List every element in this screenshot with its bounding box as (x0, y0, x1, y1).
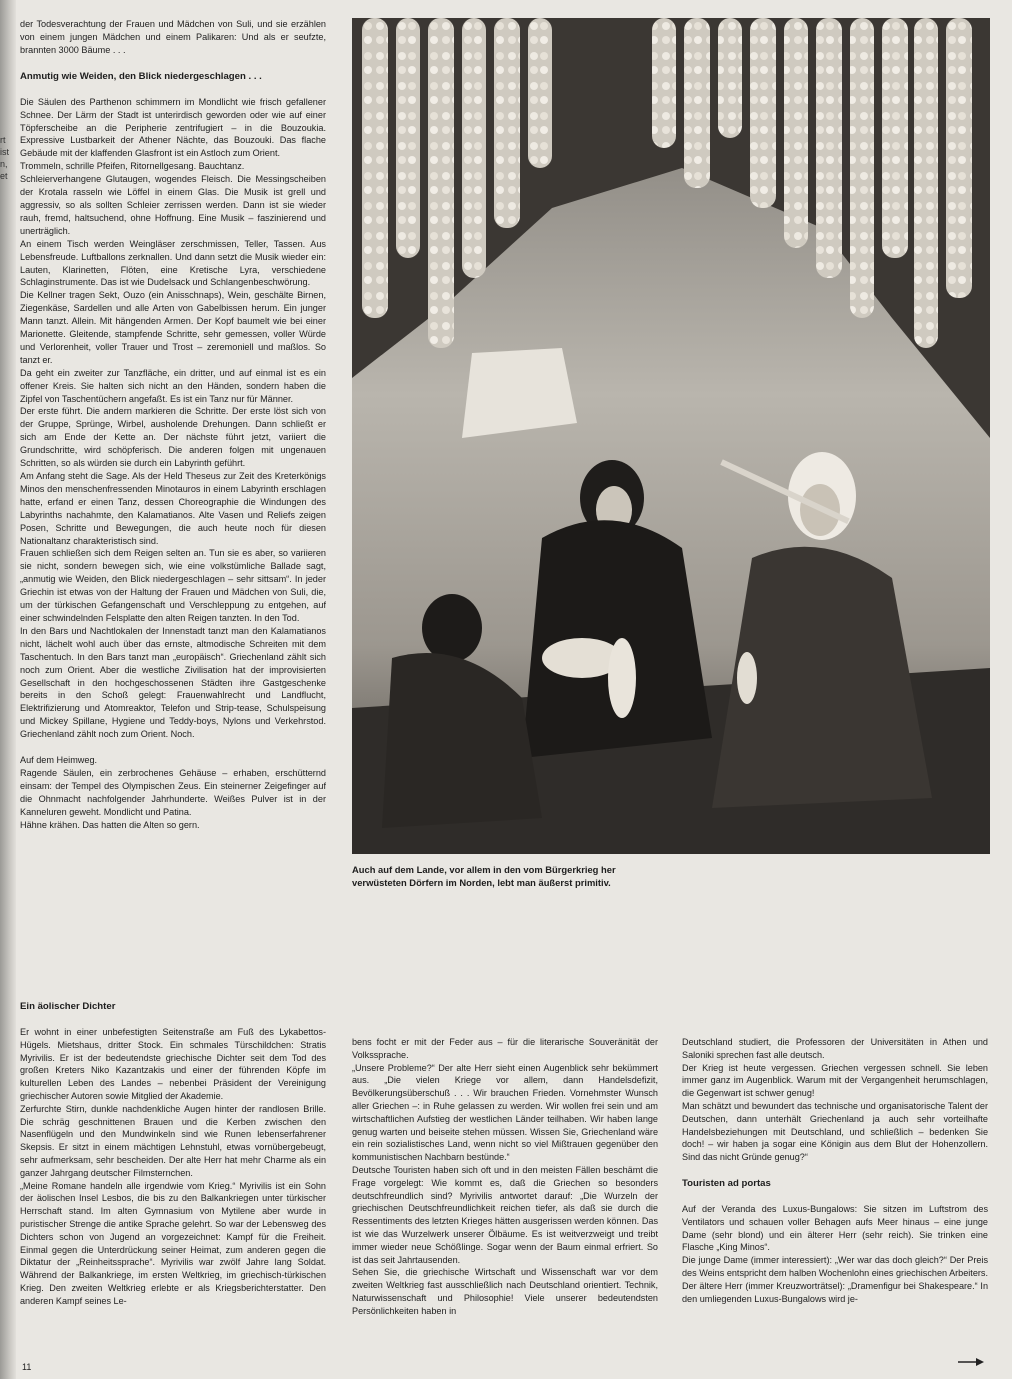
body-paragraph: Trommeln, schrille Pfeifen, Ritornellgesang. Bauchtanz. (20, 161, 245, 172)
body-paragraph: Da geht ein zweiter zur Tanzfläche, ein dritter, und auf einmal ist es ein offener Kreis. Sie halten sich nicht an den Händen, sondern haben die Zipfel von Taschentüchern angefaßt. Es ist ein Tanz nur für Männer. (20, 367, 326, 404)
body-paragraph: Deutschland studiert, die Professoren der Universitäten in Athen und Saloniki sprechen fast alle deutsch. (682, 1037, 988, 1060)
body-paragraph: „Meine Romane handeln alle irgendwie vom Krieg.“ Myrivilis ist ein Sohn der äolischen Insel Lesbos, die bis zu den Balkankriegen unter türkischer Herrschaft stand. Im alten Gymnasium von Mytilene aber wurde in puristischer Strenge die antike Sprache gelehrt. So war der Lebensweg des Dichters schon von Jugend an vorgezeichnet: Kampf für die Freiheit. Einmal gegen die Unterdrückung seiner Heimat, zum anderen gegen die Diktatur der „Reinheitssprache“. Myrivilis war zwölf Jahre lang Soldat. Während der Balkankriege, im ersten Weltkrieg, im griechisch-türkischen Krieg. Den zweiten Weltkrieg erlebte er als Kriegsberichterstatter. Den anderen Kampf seines Le- (20, 1180, 326, 1306)
continue-arrow-icon (958, 1357, 984, 1367)
edge-fragment: n, (0, 159, 8, 169)
paragraph-gap (20, 57, 326, 70)
left-text-column (20, 18, 326, 993)
section-heading: Ein äolischer Dichter (20, 1001, 116, 1012)
body-paragraph: Der Krieg ist heute vergessen. Griechen vergessen schnell. Sie leben immer ganz im Augenblick. Warum mit der Vergangenheit herumschlagen, die Gegenwart ist schwer genug! (682, 1062, 988, 1099)
body-paragraph: Am Anfang steht die Sage. Als der Held Theseus zur Zeit des Kreterkönigs Minos den menschenfressenden Minotauros in einem Labyrinth erschlagen hatte, erfand er einen Tanz, dessen Choreographie die Windungen des Labyrinths nachahmte, den Kalamatianos. Alte Vasen und Reliefs zeigen Posen, Schritte und Bewegungen, die auch heute noch für diesen Nationaltanz charakteristisch sind. (20, 471, 326, 546)
body-paragraph: Hähne krähen. Das hatten die Alten so gern. (20, 819, 200, 830)
body-paragraph: Er wohnt in einer unbefestigten Seitenstraße am Fuß des Lykabettos-Hügels. Mietshaus, dritter Stock. Ein schmales Türschildchen: Stratis Myrivilis. Er ist der bedeutendste griechische Dichter seit dem Tod des großen Kreters Niko Kazantzakis und einer der führenden Köpfe im kulturellen Leben des Landes – nebenbei Präsident der Vereinigung griechischer Autoren sowie Mitglied der Akademie. (20, 1027, 326, 1101)
bottom-column-3 (682, 1036, 988, 1366)
body-paragraph: Man schätzt und bewundert das technische und organisatorische Talent der Deutschen, dann unterhält Griechenland ja auch sehr vorteilhafte Handelsbeziehungen mit Deutschland, und schließlich – bedenken Sie doch! – wir haben ja sogar eine Königin aus dem Blut der Hohenzollern. Sind das nicht Gründe genug?“ (682, 1100, 988, 1163)
body-paragraph: Die junge Dame (immer interessiert): „Wer war das doch gleich?“ Der Preis des Weins entspricht dem halben Wochenlohn eines griechischen Arbeiters. (682, 1255, 988, 1278)
paragraph-gap (20, 741, 326, 754)
body-paragraph: Auf dem Heimweg. (20, 755, 98, 766)
body-paragraph: An einem Tisch werden Weingläser zerschmissen, Teller, Tassen. Aus Lebensfreude. Luftballons zerknallen. Und dann setzt die Musik wieder ein: Lauten, Klarinetten, Flöten, eine Kretische Lyra, verschiedene Schlaginstrumente. Das ist wie Dudelsack und Schlangenbeschwörung. (20, 238, 326, 288)
body-paragraph: bens focht er mit der Feder aus – für die literarische Souveränität der Volkssprache. (352, 1037, 658, 1060)
bottom-column-2 (352, 1036, 658, 1356)
body-paragraph: Die Säulen des Parthenon schimmern im Mondlicht wie frisch gefallener Schnee. Der Lärm der Stadt ist unterirdisch geworden oder wie auf einer Töpferscheibe an die Peripherie zentrifugiert – in die Bouzoukia. Expressive Lustbarkeit der Athener Nächte, das Bouzouki. Das flache Gebäude mit der klaffenden Glasfront ist ein Astloch zum Orient. (20, 96, 326, 159)
photograph-icon (352, 18, 990, 854)
body-paragraph: der Todesverachtung der Frauen und Mädchen von Suli, und sie erzählen von einem jungen Mädchen und einem Palikaren: Und als er seufzte, brannten 3000 Bäume . . . (20, 19, 326, 55)
body-paragraph: Deutsche Touristen haben sich oft und in den meisten Fällen beschämt die Frage vorgelegt: Wie kommt es, daß die Griechen so besonders deutschfreundlich sind? Myrivilis antwortet darauf: „Die Wurzeln der griechischen Deutschfreundlichkeit reichen tiefer, als daß sie durch die Ressentiments des letzten Krieges hätten ausgerissen werden können. Das ist wie das Wurzelwerk unserer Ölbäume. Es ist weitverzweigt und treibt immer wieder neue Schößlinge. Sogar wenn der Baum einmal erfriert. So ist das seit Jahrtausenden. (352, 1164, 658, 1265)
page-gutter-edge (0, 0, 16, 1379)
page-number: 11 (22, 1362, 32, 1372)
body-paragraph: Frauen schließen sich dem Reigen selten an. Tun sie es aber, so variieren sie nicht, sondern bewegen sich, wie eine volkstümliche Ballade sagt, „anmutig wie Weiden, den Blick niedergeschlagen – sehr sittsam“. In jeder Griechin ist etwas von der Haltung der Frauen und Mädchen von Suli, die, um der türkischen Gefangenschaft und Verschleppung zu entgehen, auf einer schwindelnden Felsplatte den alten Reigen tanzten. In den Tod. (20, 548, 326, 623)
body-paragraph: Zerfurchte Stirn, dunkle nachdenkliche Augen hinter der randlosen Brille. Die schräg geschnittenen Brauen und die Kerben zwischen den Nasenflügeln und den Mundwinkeln sind wie Runen lebenserfahrener Skepsis. Er sitzt in einem mächtigen Lehnstuhl, etwas vornübergebeugt, sehr aufmerksam, sehr bescheiden. Der alte Herr hat mehr Charme als ein ganzer Jahrgang deutscher Filmsternchen. (20, 1103, 326, 1178)
photo-caption: Auch auf dem Lande, vor allem in den vom Bürgerkrieg her verwüsteten Dörfern im Norden, lebt man äußerst primitiv. (352, 864, 616, 888)
body-paragraph: Die Kellner tragen Sekt, Ouzo (ein Anisschnaps), Wein, geschälte Birnen, Ziegenkäse, Sardellen und alle Arten von Gabelbissen herum. Ein junger Mann tanzt. Allein. Mit hängenden Armen. Der Kopf baumelt wie bei einer Marionette. Gleitende, stampfende Schritte, sehr gemessen, voller Würde und Verlorenheit, voller Trauer und Trost – zeremoniell und maßlos. So tanzt er. (20, 290, 326, 365)
edge-fragment: et (0, 171, 8, 181)
body-paragraph: Der erste führt. Die andern markieren die Schritte. Der erste löst sich von der Gruppe, Sprünge, Wirbel, ausholende Drehungen. Dann schließt er sich am Ende der Kette an. Der nächste führt jetzt, variiert die Grundschritte, wird schöpferisch. Die anderen folgen mit ungenauen Schritten, so als würden sie durch ein Labyrinth geführt. (20, 406, 326, 469)
body-paragraph: In den Bars und Nachtlokalen der Innenstadt tanzt man den Kalamatianos nicht, lächelt wohl auch über das ernste, altmodische Schreiten mit dem Taschentuch. In den Bars tanzt man „europäisch“. Griechenland zählt sich noch zum Orient. Aber die westliche Zivilisation hat der improvisierten Gesellschaft in den hochgeschossenen Städten ihre Gastgeschenke bereits in den Schoß gelegt: Frauenwahlrecht und Landflucht, Elektrifizierung und Atomreaktor, Telefon und Strip-tease, Schulspeisung und Mickey Spillane, Hygiene und Teddy-boys, Nylons und Verkehrstod. Griechenland zählt noch zum Orient. Noch. (20, 625, 326, 740)
body-paragraph: Sehen Sie, die griechische Wirtschaft und Wissenschaft war vor dem zweiten Weltkrieg fast ausschließlich nach Deutschland orientiert. Technik, Naturwissenschaft und Philosophie! Viele unserer bedeutendsten Persönlichkeiten haben in (352, 1267, 658, 1316)
section-heading-tourists: Touristen ad portas (682, 1177, 771, 1189)
edge-fragment: ist (0, 147, 9, 157)
body-paragraph: Schleierverhangene Glutaugen, wogendes Fleisch. Die Messingscheiben der Krotala rasseln wie Löffel in einem Glas. Die Musik ist grell und aggressiv, so als sollten Schleier zerrissen werden. Dann ist sie wieder rauh, fremd, haltsuchend, ohne Hoffnung. Eine Musik – faszinierend und unerträglich. (20, 174, 326, 236)
edge-fragment: rt (0, 135, 6, 145)
bottom-column-1 (20, 1000, 326, 1350)
section-heading: Anmutig wie Weiden, den Blick niedergeschlagen . . . (20, 70, 262, 82)
village-women-photo (352, 18, 990, 854)
body-paragraph: „Unsere Probleme?“ Der alte Herr sieht einen Augenblick sehr bekümmert aus. „Die vielen Kriege vor allem, dann Handelsdefizit, Bevölkerungsüberschuß . . . Wir brauchen Frieden. Vornehmster Wunsch aller Griechen –: in Ruhe gelassen zu werden. Wir wollen frei sein und am wirtschaftlichen Aufstieg der westlichen Länder teilhaben. Wir haben lange genug warten und beiseite stehen müssen. Wissen Sie, Griechenland wäre ein rein sozialistisches Land, wenn nicht so viel Mißtrauen gegenüber den kommunistischen Nachbarn bestünde.“ (352, 1062, 658, 1163)
body-paragraph: Der ältere Herr (immer Kreuzworträtsel): „Dramenfigur bei Shakespeare.“ In den umliegenden Luxus-Bungalows wird je- (682, 1280, 988, 1304)
body-paragraph: Auf der Veranda des Luxus-Bungalows: Sie sitzen im Luftstrom des Ventilators und schauen voller Behagen aufs Meer hinaus – eine junge Dame (sehr blond) und ein älterer Herr (sehr reich). Sie trinken eine Flasche „King Minos“. (682, 1203, 988, 1253)
body-paragraph: Ragende Säulen, ein zerbrochenes Gehäuse – erhaben, erschütternd einsam: der Tempel des Olympischen Zeus. Ein steinerner Zeigefinger auf die Ohnmacht nachfolgender Jahrhunderte. Weißes Pulver ist in der Kanneluren geweht. Mondlicht und Patina. (20, 767, 326, 817)
